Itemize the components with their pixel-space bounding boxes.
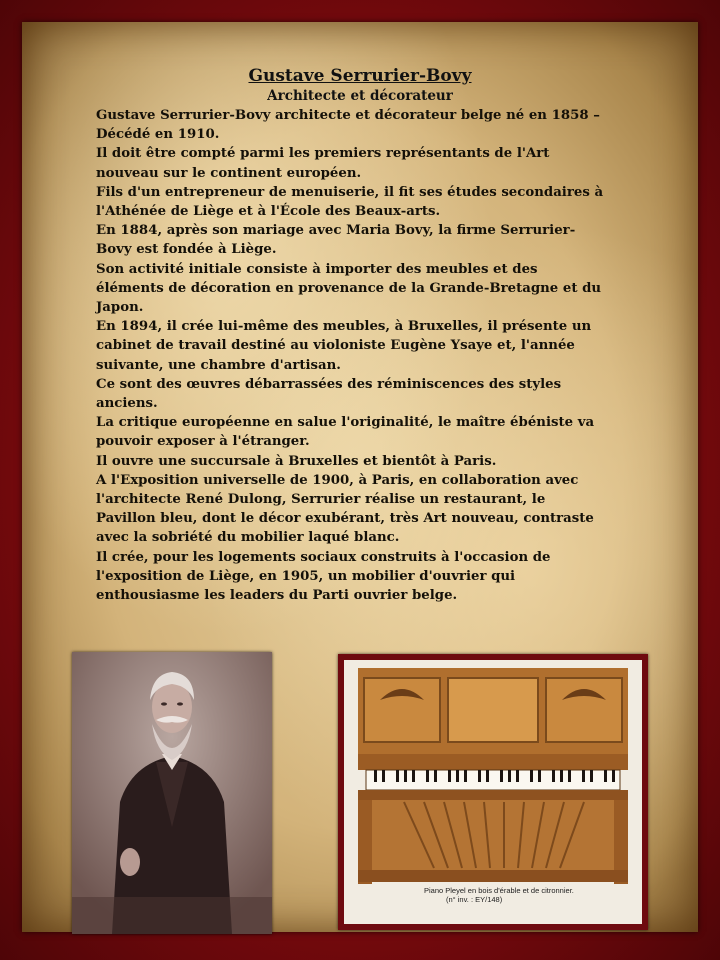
- caption-inventory: (n° inv. : EY/148): [446, 895, 503, 904]
- paragraph: Il doit être compté parmi les premiers représentants de l'Art nouveau sur le continent européen.: [96, 146, 550, 181]
- paragraph: Ce sont des œuvres débarrassées des réminiscences des styles anciens.: [96, 376, 562, 412]
- biography-text: [96, 106, 606, 605]
- page-subtitle: Architecte et décorateur: [267, 88, 453, 104]
- paragraph: Il ouvre une succursale à Bruxelles et bientôt à Paris.: [96, 453, 497, 469]
- piano-image: [344, 660, 642, 924]
- paragraph: Fils d'un entrepreneur de menuiserie, il fit ses études secondaires à l'Athénée de Liège et à l'École des Beaux-arts.: [96, 184, 604, 220]
- piano-photo: [338, 654, 648, 930]
- page-title: Gustave Serrurier-Bovy: [248, 66, 472, 86]
- paragraph: En 1884, après son mariage avec Maria Bovy, la firme Serrurier-Bovy est fondée à Liège.: [96, 223, 576, 258]
- parchment-page: [22, 22, 698, 932]
- paragraph: Gustave Serrurier-Bovy architecte et décorateur belge né en 1858 – Décédé en 1910.: [96, 108, 600, 143]
- caption-line: Piano Pleyel en bois d'érable et de citronnier.: [424, 886, 574, 895]
- paragraph: Il crée, pour les logements sociaux construits à l'occasion de l'exposition de Liège, en 1905, un mobilier d'ouvrier qui enthousiasme les leaders du Parti ouvrier belge.: [96, 549, 551, 604]
- piano-illustration: [344, 660, 642, 890]
- piano-caption: [424, 886, 634, 904]
- paragraph: A l'Exposition universelle de 1900, à Paris, en collaboration avec l'architecte René Dulong, Serrurier réalise un restaurant, le Pavillon bleu, dont le décor exubérant, très Art nouveau, contraste avec la sobriété du mobilier laqué blanc.: [96, 472, 594, 546]
- paragraph: La critique européenne en salue l'originalité, le maître ébéniste va pouvoir exposer à l'étranger.: [96, 415, 595, 450]
- portrait-illustration: [72, 652, 272, 934]
- paragraph: En 1894, il crée lui-même des meubles, à Bruxelles, il présente un cabinet de travail destiné au violoniste Eugène Ysaye et, l'année suivante, une chambre d'artisan.: [96, 319, 592, 373]
- paragraph: Son activité initiale consiste à importer des meubles et des éléments de décoration en provenance de la Grande-Bretagne et du Japon.: [96, 261, 602, 316]
- portrait-photo: [72, 652, 272, 934]
